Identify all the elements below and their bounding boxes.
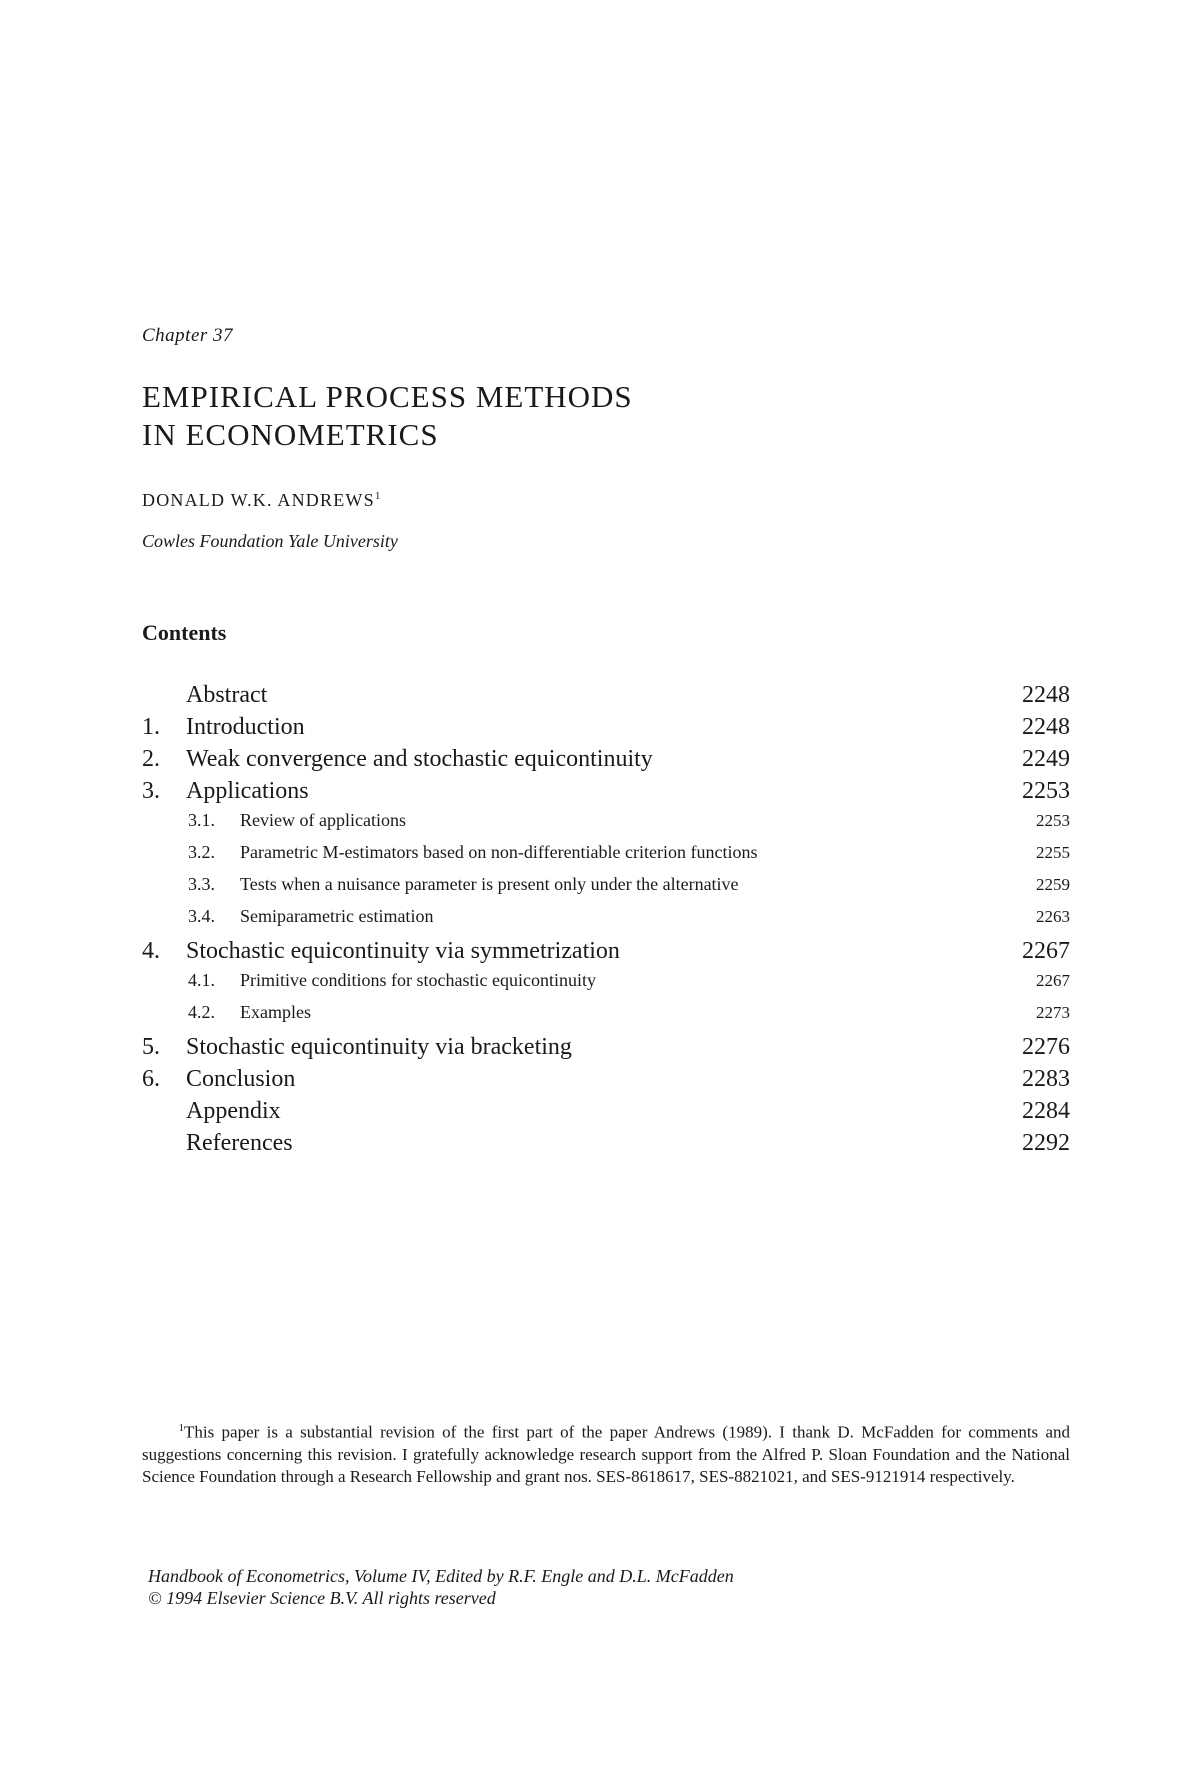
toc-entry-title: Weak convergence and stochastic equicontinuity xyxy=(186,746,653,772)
toc-entry-title: Stochastic equicontinuity via bracketing xyxy=(186,1034,572,1060)
toc-entry-number: 6. xyxy=(142,1066,160,1092)
author-affiliation: Cowles Foundation Yale University xyxy=(142,531,398,551)
toc-entry-page: 2273 xyxy=(1036,1003,1070,1022)
toc-entry-title: Stochastic equicontinuity via symmetrization xyxy=(186,938,620,964)
toc-entry xyxy=(142,970,1070,1002)
author-name-text: DONALD W.K. ANDREWS xyxy=(142,490,375,510)
toc-entry xyxy=(142,1130,1070,1162)
contents-heading: Contents xyxy=(142,620,227,645)
toc-entry-page: 2259 xyxy=(1036,875,1070,894)
toc-entry-page: 2284 xyxy=(1022,1098,1070,1124)
toc-entry xyxy=(142,682,1070,714)
toc-entry-number: 1. xyxy=(142,714,160,740)
toc-entry-title: Introduction xyxy=(186,714,305,740)
footnote-mark: 1 xyxy=(178,1422,185,1434)
toc-entry xyxy=(142,1066,1070,1098)
toc-entry xyxy=(142,714,1070,746)
toc-entry-page: 2263 xyxy=(1036,907,1070,926)
publication-info-line-1: Handbook of Econometrics, Volume IV, Edited by R.F. Engle and D.L. McFadden xyxy=(148,1566,734,1586)
toc-entry-title: Examples xyxy=(240,1002,311,1022)
toc-entry-title: Semiparametric estimation xyxy=(240,906,434,926)
toc-entry xyxy=(142,938,1070,970)
toc-entry-number: 3.4. xyxy=(188,906,215,926)
toc-entry xyxy=(142,842,1070,874)
toc-entry-title: Appendix xyxy=(186,1098,281,1124)
chapter-title-line-1: EMPIRICAL PROCESS METHODS xyxy=(142,379,633,414)
toc-entry xyxy=(142,1098,1070,1130)
chapter-title xyxy=(142,378,633,454)
toc-entry xyxy=(142,1034,1070,1066)
toc-entry-title: References xyxy=(186,1130,293,1156)
toc-entry-number: 3.1. xyxy=(188,810,215,830)
toc-entry-page: 2276 xyxy=(1022,1034,1070,1060)
toc-entry-number: 2. xyxy=(142,746,160,772)
toc-entry-page: 2255 xyxy=(1036,843,1070,862)
toc-entry-title: Review of applications xyxy=(240,810,406,830)
toc-entry-title: Primitive conditions for stochastic equicontinuity xyxy=(240,970,596,990)
toc-entry-page: 2248 xyxy=(1022,682,1070,708)
toc-entry xyxy=(142,810,1070,842)
toc-entry xyxy=(142,906,1070,938)
toc-entry-title: Abstract xyxy=(186,682,268,708)
footnote-text: This paper is a substantial revision of the first part of the paper Andrews (1989). I thank D. McFadden for comments and suggestions concerning this revision. I gratefully acknowledge research support from the Alfred P. Sloan Foundation and the National Science Foundation through a Research Fellowship and grant nos. SES-8618617, SES-8821021, and SES-9121914 respectively. xyxy=(142,1422,1071,1486)
footnote xyxy=(142,1417,1070,1488)
author-name xyxy=(142,490,380,511)
toc-entry-title: Tests when a nuisance parameter is present only under the alternative xyxy=(240,874,739,894)
toc-entry xyxy=(142,778,1070,810)
toc-entry-page: 2283 xyxy=(1022,1066,1070,1092)
toc-entry-page: 2253 xyxy=(1022,778,1070,804)
toc-entry-number: 3.2. xyxy=(188,842,215,862)
publication-info xyxy=(148,1565,734,1609)
toc-entry-number: 4.1. xyxy=(188,970,215,990)
table-of-contents xyxy=(142,682,1070,1162)
toc-entry-page: 2249 xyxy=(1022,746,1070,772)
toc-entry-number: 4. xyxy=(142,938,160,964)
toc-entry xyxy=(142,874,1070,906)
toc-entry-title: Parametric M-estimators based on non-differentiable criterion functions xyxy=(240,842,758,862)
toc-entry-number: 4.2. xyxy=(188,1002,215,1022)
chapter-title-line-2: IN ECONOMETRICS xyxy=(142,417,439,452)
toc-entry-number: 3.3. xyxy=(188,874,215,894)
toc-entry-page: 2267 xyxy=(1036,971,1070,990)
toc-entry-number: 3. xyxy=(142,778,160,804)
toc-entry-page: 2248 xyxy=(1022,714,1070,740)
author-footnote-mark: 1 xyxy=(374,490,381,502)
toc-entry xyxy=(142,1002,1070,1034)
chapter-label: Chapter 37 xyxy=(142,325,234,346)
toc-entry-title: Conclusion xyxy=(186,1066,296,1092)
toc-entry-number: 5. xyxy=(142,1034,160,1060)
toc-entry-page: 2292 xyxy=(1022,1130,1070,1156)
toc-entry xyxy=(142,746,1070,778)
publication-info-line-2: © 1994 Elsevier Science B.V. All rights reserved xyxy=(148,1588,496,1608)
toc-entry-title: Applications xyxy=(186,778,309,804)
toc-entry-page: 2267 xyxy=(1022,938,1070,964)
toc-entry-page: 2253 xyxy=(1036,811,1070,830)
